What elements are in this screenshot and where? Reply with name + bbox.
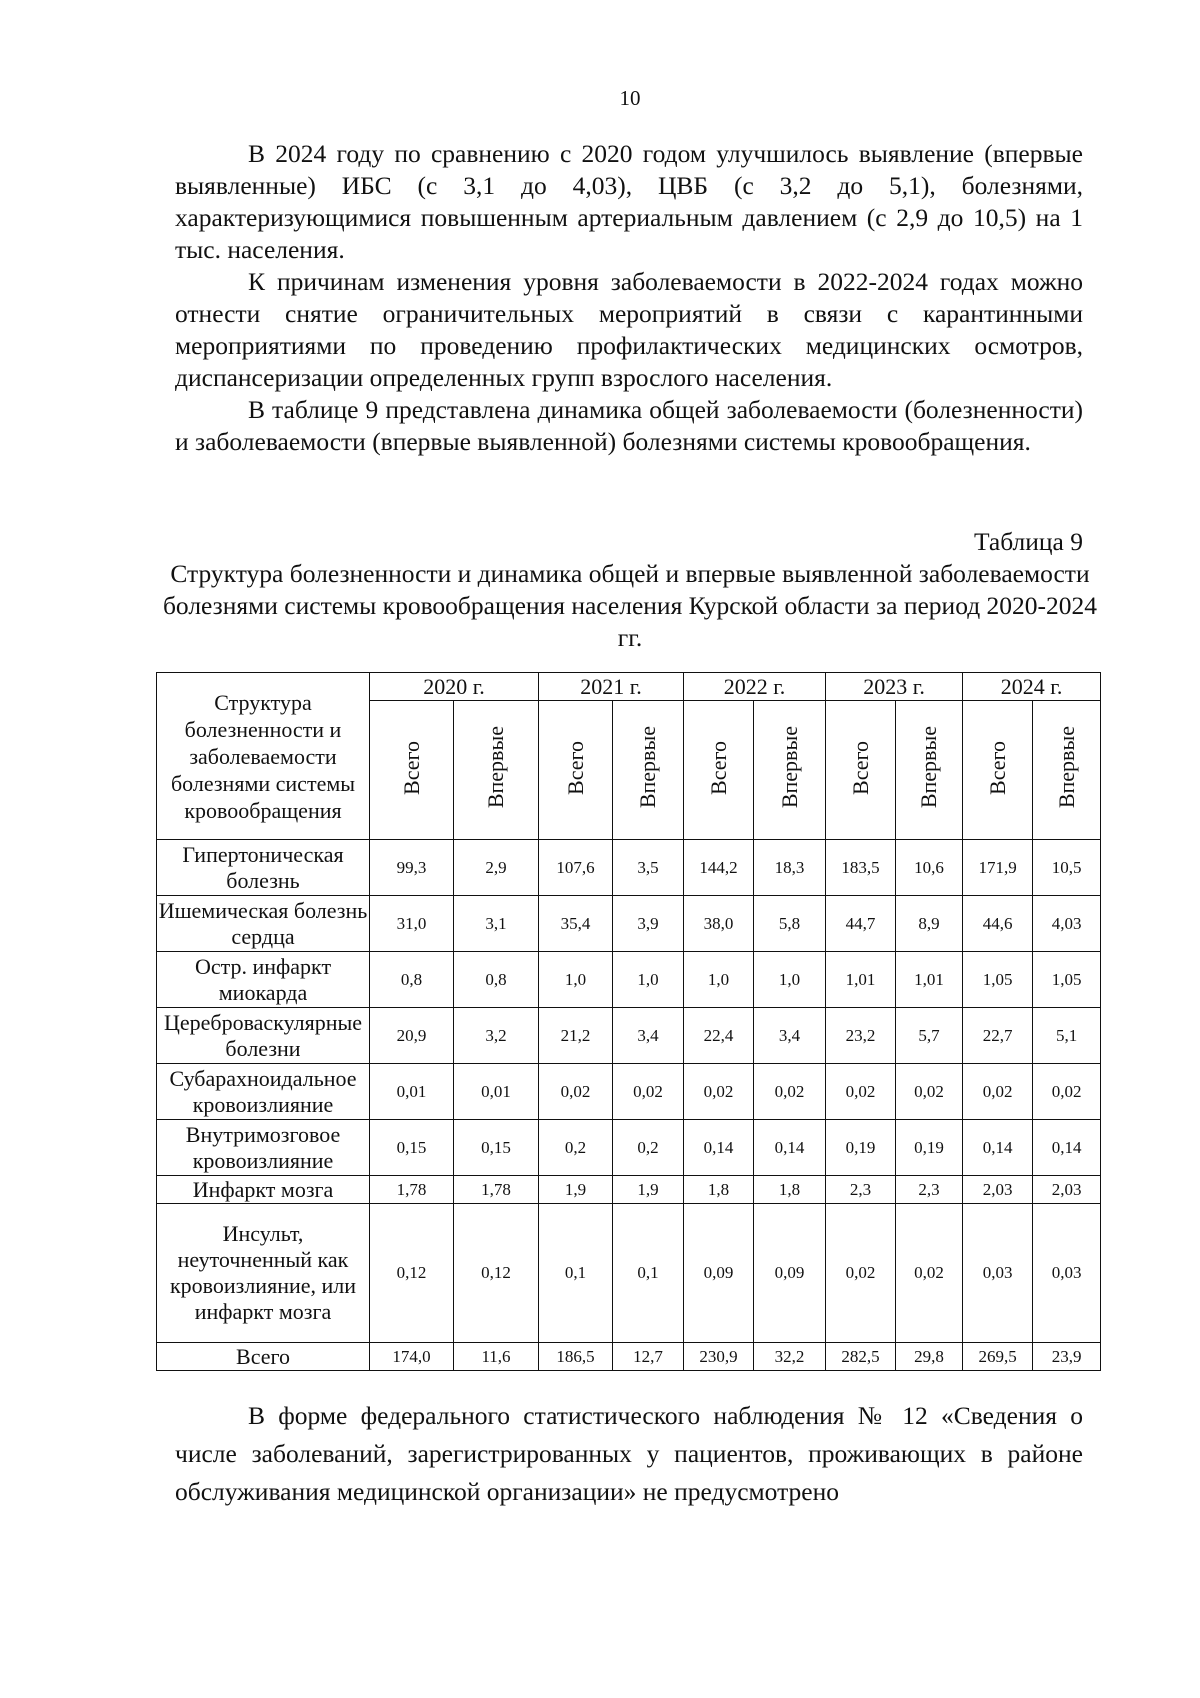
sub-header-new: Впервые: [454, 701, 539, 840]
table-cell: 44,6: [963, 896, 1033, 952]
table-cell: 2,3: [826, 1176, 896, 1204]
table-cell: 282,5: [826, 1343, 896, 1371]
table-cell: 230,9: [684, 1343, 754, 1371]
table-cell: 18,3: [754, 840, 826, 896]
page-number: 10: [619, 86, 641, 110]
table-row: [157, 1120, 1101, 1176]
table-cell: 3,5: [613, 840, 684, 896]
table-cell: 0,01: [454, 1064, 539, 1120]
table-cell: 3,9: [613, 896, 684, 952]
table-cell: 31,0: [370, 896, 454, 952]
table-cell: 11,6: [454, 1343, 539, 1371]
row-label: Всего: [157, 1343, 370, 1371]
table-cell: 144,2: [684, 840, 754, 896]
table-cell: 107,6: [539, 840, 613, 896]
table-cell: 38,0: [684, 896, 754, 952]
table-cell: 174,0: [370, 1343, 454, 1371]
table-cell: 8,9: [896, 896, 963, 952]
table-row: [157, 1008, 1101, 1064]
paragraph: К причинам изменения уровня заболеваемости в 2022-2024 годах можно отнести снятие ограничительных мероприятий в связи с карантинными мероприятиями по проведению профилактических медицинских осмотров, диспансеризации определенных групп взрослого населения.: [175, 267, 1083, 392]
table-cell: 1,01: [826, 952, 896, 1008]
table-cell: 1,9: [613, 1176, 684, 1204]
table-cell: 0,02: [896, 1204, 963, 1343]
table-cell: 0,19: [826, 1120, 896, 1176]
table-cell: 29,8: [896, 1343, 963, 1371]
table-cell: 0,12: [370, 1204, 454, 1343]
table-cell: 0,02: [1033, 1064, 1101, 1120]
table-cell: 3,1: [454, 896, 539, 952]
table-cell: 0,15: [454, 1120, 539, 1176]
row-label: Цереброваскулярные болезни: [157, 1008, 370, 1064]
table-cell: 10,5: [1033, 840, 1101, 896]
table-cell: 0,8: [370, 952, 454, 1008]
table-cell: 0,02: [826, 1064, 896, 1120]
table-cell: 23,9: [1033, 1343, 1101, 1371]
table-cell: 1,01: [896, 952, 963, 1008]
table-cell: 22,7: [963, 1008, 1033, 1064]
table-cell: 2,3: [896, 1176, 963, 1204]
table-cell: 1,78: [370, 1176, 454, 1204]
year-header: 2021 г.: [539, 673, 684, 701]
table-cell: 32,2: [754, 1343, 826, 1371]
table-cell: 186,5: [539, 1343, 613, 1371]
table-cell: 35,4: [539, 896, 613, 952]
table-cell: 0,1: [613, 1204, 684, 1343]
year-header: 2020 г.: [370, 673, 539, 701]
sub-header-total: Всего: [826, 701, 896, 840]
sub-header-new: Впервые: [613, 701, 684, 840]
table-cell: 0,14: [754, 1120, 826, 1176]
table-cell: 1,0: [539, 952, 613, 1008]
table-cell: 5,1: [1033, 1008, 1101, 1064]
table-cell: 269,5: [963, 1343, 1033, 1371]
table-cell: 0,01: [370, 1064, 454, 1120]
sub-header-new: Впервые: [896, 701, 963, 840]
table-row: [157, 1204, 1101, 1343]
row-label: Ишемическая болезнь сердца: [157, 896, 370, 952]
table-cell: 0,02: [826, 1204, 896, 1343]
table-cell: 22,4: [684, 1008, 754, 1064]
table-cell: 4,03: [1033, 896, 1101, 952]
structure-header: Структура болезненности и заболеваемости болезнями системы кровообращения: [157, 673, 370, 840]
table-cell: 183,5: [826, 840, 896, 896]
table-cell: 0,09: [754, 1204, 826, 1343]
table-label: Таблица 9: [973, 527, 1083, 556]
table-cell: 21,2: [539, 1008, 613, 1064]
table-cell: 0,14: [963, 1120, 1033, 1176]
table-row: [157, 896, 1101, 952]
sub-header-total: Всего: [370, 701, 454, 840]
table-cell: 2,03: [1033, 1176, 1101, 1204]
year-header: 2024 г.: [963, 673, 1101, 701]
table-cell: 0,8: [454, 952, 539, 1008]
table-cell: 0,2: [613, 1120, 684, 1176]
table-cell: 0,02: [963, 1064, 1033, 1120]
table-row: [157, 840, 1101, 896]
table-row: [157, 1176, 1101, 1204]
row-label: Инфаркт мозга: [157, 1176, 370, 1204]
paragraph: В таблице 9 представлена динамика общей заболеваемости (болезненности) и заболеваемости (впервые выявленной) болезнями системы кровообращения.: [175, 395, 1083, 456]
table-cell: 23,2: [826, 1008, 896, 1064]
table-title: Структура болезненности и динамика общей и впервые выявленной заболеваемости болезнями системы кровообращения населения Курской области за период 2020-2024 гг.: [162, 559, 1098, 652]
table-cell: 0,02: [684, 1064, 754, 1120]
row-label: Остр. инфаркт миокарда: [157, 952, 370, 1008]
row-label: Субарахноидальное кровоизлияние: [157, 1064, 370, 1120]
table-cell: 0,14: [684, 1120, 754, 1176]
table-cell: 171,9: [963, 840, 1033, 896]
data-table: [156, 672, 1101, 1371]
sub-header-total: Всего: [539, 701, 613, 840]
table-cell: 1,8: [754, 1176, 826, 1204]
table-cell: 0,2: [539, 1120, 613, 1176]
paragraph: В 2024 году по сравнению с 2020 годом улучшилось выявление (впервые выявленные) ИБС (с 3,1 до 4,03), ЦВБ (с 3,2 до 5,1), болезнями, характеризующимися повышенным артериальным давлением (с 2,9 до 10,5) на 1 тыс. населения.: [175, 139, 1083, 264]
table-cell: 44,7: [826, 896, 896, 952]
year-header: 2023 г.: [826, 673, 963, 701]
table-cell: 0,02: [613, 1064, 684, 1120]
table-cell: 1,0: [754, 952, 826, 1008]
table-row: [157, 1343, 1101, 1371]
table-cell: 1,78: [454, 1176, 539, 1204]
table-row: [157, 1064, 1101, 1120]
sub-header-total: Всего: [684, 701, 754, 840]
row-label: Инсульт, неуточненный как кровоизлияние, или инфаркт мозга: [157, 1204, 370, 1343]
table-cell: 0,02: [754, 1064, 826, 1120]
table-cell: 1,05: [963, 952, 1033, 1008]
table-cell: 1,9: [539, 1176, 613, 1204]
row-label: Внутримозговое кровоизлияние: [157, 1120, 370, 1176]
sub-header-new: Впервые: [754, 701, 826, 840]
row-label: Гипертоническая болезнь: [157, 840, 370, 896]
table-cell: 0,02: [539, 1064, 613, 1120]
table-cell: 2,03: [963, 1176, 1033, 1204]
table-cell: 0,15: [370, 1120, 454, 1176]
table-cell: 0,03: [963, 1204, 1033, 1343]
table-cell: 5,7: [896, 1008, 963, 1064]
table-cell: 0,14: [1033, 1120, 1101, 1176]
table-cell: 0,1: [539, 1204, 613, 1343]
table-cell: 10,6: [896, 840, 963, 896]
table-cell: 1,05: [1033, 952, 1101, 1008]
sub-header-total: Всего: [963, 701, 1033, 840]
table-cell: 3,4: [754, 1008, 826, 1064]
table-cell: 3,4: [613, 1008, 684, 1064]
outro-text: [175, 1397, 1083, 1511]
paragraph: В форме федерального статистического наблюдения № 12 «Сведения о числе заболеваний, зарегистрированных у пациентов, проживающих в районе обслуживания медицинской организации» не предусмотрено: [175, 1401, 1083, 1506]
table-cell: 1,0: [684, 952, 754, 1008]
table-cell: 0,12: [454, 1204, 539, 1343]
table-cell: 0,02: [896, 1064, 963, 1120]
table-cell: 5,8: [754, 896, 826, 952]
table-cell: 3,2: [454, 1008, 539, 1064]
table-cell: 20,9: [370, 1008, 454, 1064]
table-cell: 2,9: [454, 840, 539, 896]
table-cell: 0,03: [1033, 1204, 1101, 1343]
table-cell: 1,8: [684, 1176, 754, 1204]
table-cell: 1,0: [613, 952, 684, 1008]
intro-text: [175, 138, 1083, 458]
table-cell: 0,09: [684, 1204, 754, 1343]
year-header: 2022 г.: [684, 673, 826, 701]
sub-header-new: Впервые: [1033, 701, 1101, 840]
table-row: [157, 952, 1101, 1008]
table-cell: 0,19: [896, 1120, 963, 1176]
table-cell: 99,3: [370, 840, 454, 896]
table-cell: 12,7: [613, 1343, 684, 1371]
